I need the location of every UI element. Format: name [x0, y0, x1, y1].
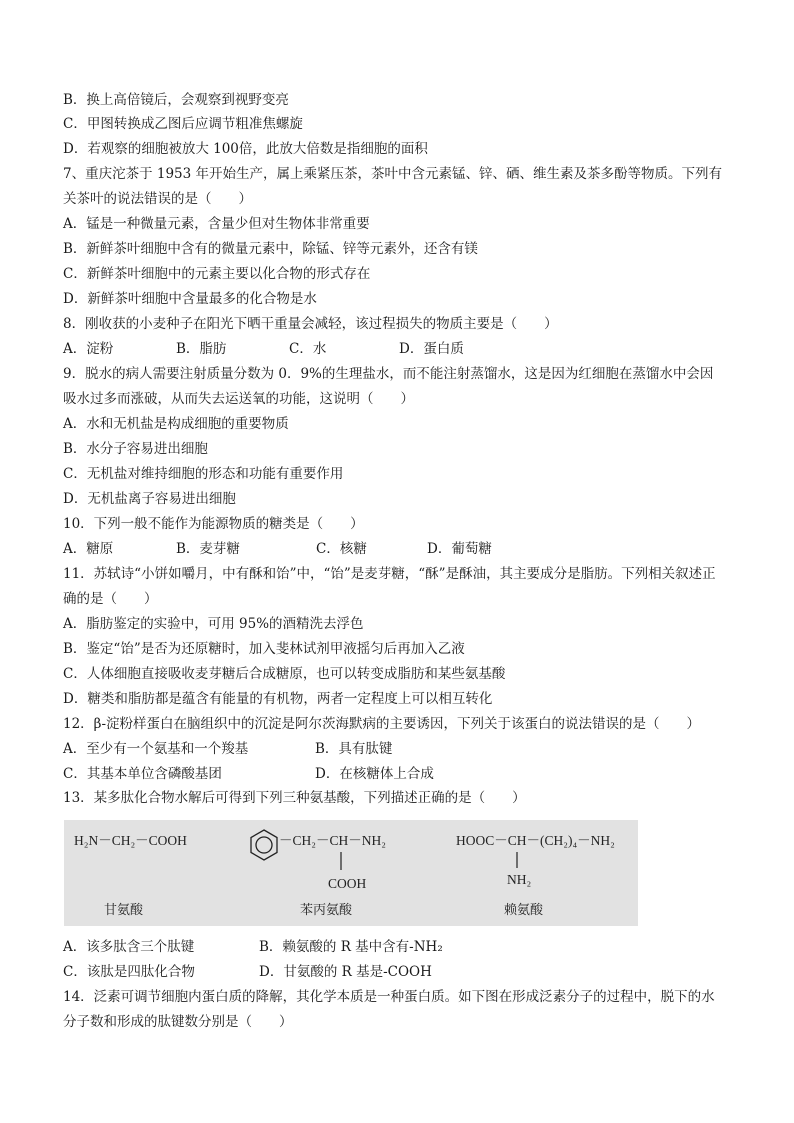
q7-stem-line1: 7、重庆沱茶于 1953 年开始生产，属上乘紧压茶，茶叶中含元素锰、锌、硒、维生素及茶多酚等物质。下列有	[63, 166, 723, 182]
q12-option-d: D．在核糖体上合成	[315, 766, 434, 782]
q12-option-b: B．具有肽键	[315, 741, 393, 757]
q7-option-a: A．锰是一种微量元素，含量少但对生物体非常重要	[63, 216, 370, 232]
q9-stem-line1: 9．脱水的病人需要注射质量分数为 0．9%的生理盐水，而不能注射蒸馏水，这是因为红细胞在蒸馏水中会因	[63, 366, 714, 382]
q13-option-a: A．该多肽含三个肽键	[63, 939, 195, 955]
q14-stem-line2: 分子数和形成的肽键数分别是（ ）	[63, 1014, 293, 1030]
q12-option-a: A．至少有一个氨基和一个羧基	[63, 741, 249, 757]
q8-option-b: B．脂肪	[176, 341, 227, 357]
q6-option-c: C．甲图转换成乙图后应调节粗准焦螺旋	[63, 116, 303, 132]
q7-option-b: B．新鲜茶叶细胞中含有的微量元素中，除锰、锌等元素外，还含有镁	[63, 241, 478, 257]
q7-option-c: C．新鲜茶叶细胞中的元素主要以化合物的形式存在	[63, 266, 371, 282]
q9-option-b: B．水分子容易进出细胞	[63, 441, 208, 457]
q8-stem: 8．刚收获的小麦种子在阳光下晒干重量会减轻，该过程损失的物质主要是（ ）	[63, 316, 558, 332]
q11-option-b: B．鉴定“饴”是否为还原糖时，加入斐林试剂甲液摇匀后再加入乙液	[63, 641, 465, 657]
q6-option-d: D．若观察的细胞被放大 100倍，此放大倍数是指细胞的面积	[63, 141, 428, 157]
phenylalanine-chain: －CH₂－CH－NH₂	[279, 833, 386, 848]
phenylalanine-label: 苯丙氨酸	[300, 903, 353, 918]
q13-stem: 13．某多肽化合物水解后可得到下列三种氨基酸，下列描述正确的是（ ）	[63, 790, 526, 806]
benzene-ring-icon	[251, 830, 277, 860]
phenylalanine-cooh: COOH	[328, 876, 367, 891]
q6-option-b: B．换上高倍镜后，会观察到视野变亮	[63, 92, 289, 108]
q10-option-a: A．糖原	[63, 541, 114, 557]
q13-option-d: D．甘氨酸的 R 基是-COOH	[259, 964, 432, 980]
q12-option-c: C．其基本单位含磷酸基团	[63, 766, 222, 782]
q13-option-b: B．赖氨酸的 R 基中含有-NH₂	[259, 939, 443, 955]
q11-stem-line1: 11．苏轼诗“小饼如嚼月，中有酥和饴”中，“饴”是麦芽糖，“酥”是酥油，其主要成分是脂肪。下列相关叙述正	[63, 566, 716, 582]
glycine-formula: H₂N－CH₂－COOH	[74, 833, 187, 848]
q13-option-c: C．该肽是四肽化合物	[63, 964, 195, 980]
q9-stem-line2: 吸水过多而涨破，从而失去运送氧的功能，这说明（ ）	[63, 391, 414, 407]
q8-option-c: C．水	[289, 341, 327, 357]
q10-option-d: D．葡萄糖	[427, 541, 492, 557]
q11-stem-line2: 确的是（ ）	[63, 591, 158, 607]
glycine-label: 甘氨酸	[104, 903, 144, 918]
q10-option-b: B．麦芽糖	[176, 541, 240, 557]
q14-stem-line1: 14．泛素可调节细胞内蛋白质的降解，其化学本质是一种蛋白质。如下图在形成泛素分子的过程中，脱下的水	[63, 989, 715, 1005]
amino-acid-structures-figure	[64, 820, 638, 926]
q9-option-a: A．水和无机盐是构成细胞的重要物质	[63, 416, 289, 432]
q11-option-a: A．脂肪鉴定的实验中，可用 95%的酒精洗去浮色	[63, 616, 364, 632]
lysine-formula: HOOC－CH－(CH₂)₄－NH₂	[456, 833, 615, 848]
q7-stem-line2: 关茶叶的说法错误的是（ ）	[63, 191, 252, 207]
q8-option-d: D．蛋白质	[399, 341, 464, 357]
q7-option-d: D．新鲜茶叶细胞中含量最多的化合物是水	[63, 291, 317, 307]
q12-stem: 12．β-淀粉样蛋白在脑组织中的沉淀是阿尔茨海默病的主要诱因，下列关于该蛋白的说法错误的是（ ）	[63, 716, 701, 732]
lysine-nh2: NH₂	[507, 872, 532, 887]
q10-stem: 10．下列一般不能作为能源物质的糖类是（ ）	[63, 516, 364, 532]
lysine-label: 赖氨酸	[504, 903, 544, 918]
q8-option-a: A．淀粉	[63, 341, 114, 357]
q11-option-c: C．人体细胞直接吸收麦芽糖后合成糖原，也可以转变成脂肪和某些氨基酸	[63, 666, 506, 682]
q10-option-c: C．核糖	[316, 541, 367, 557]
q9-option-d: D．无机盐离子容易进出细胞	[63, 491, 236, 507]
q11-option-d: D．糖类和脂肪都是蕴含有能量的有机物，两者一定程度上可以相互转化	[63, 691, 493, 707]
q9-option-c: C．无机盐对维持细胞的形态和功能有重要作用	[63, 466, 344, 482]
